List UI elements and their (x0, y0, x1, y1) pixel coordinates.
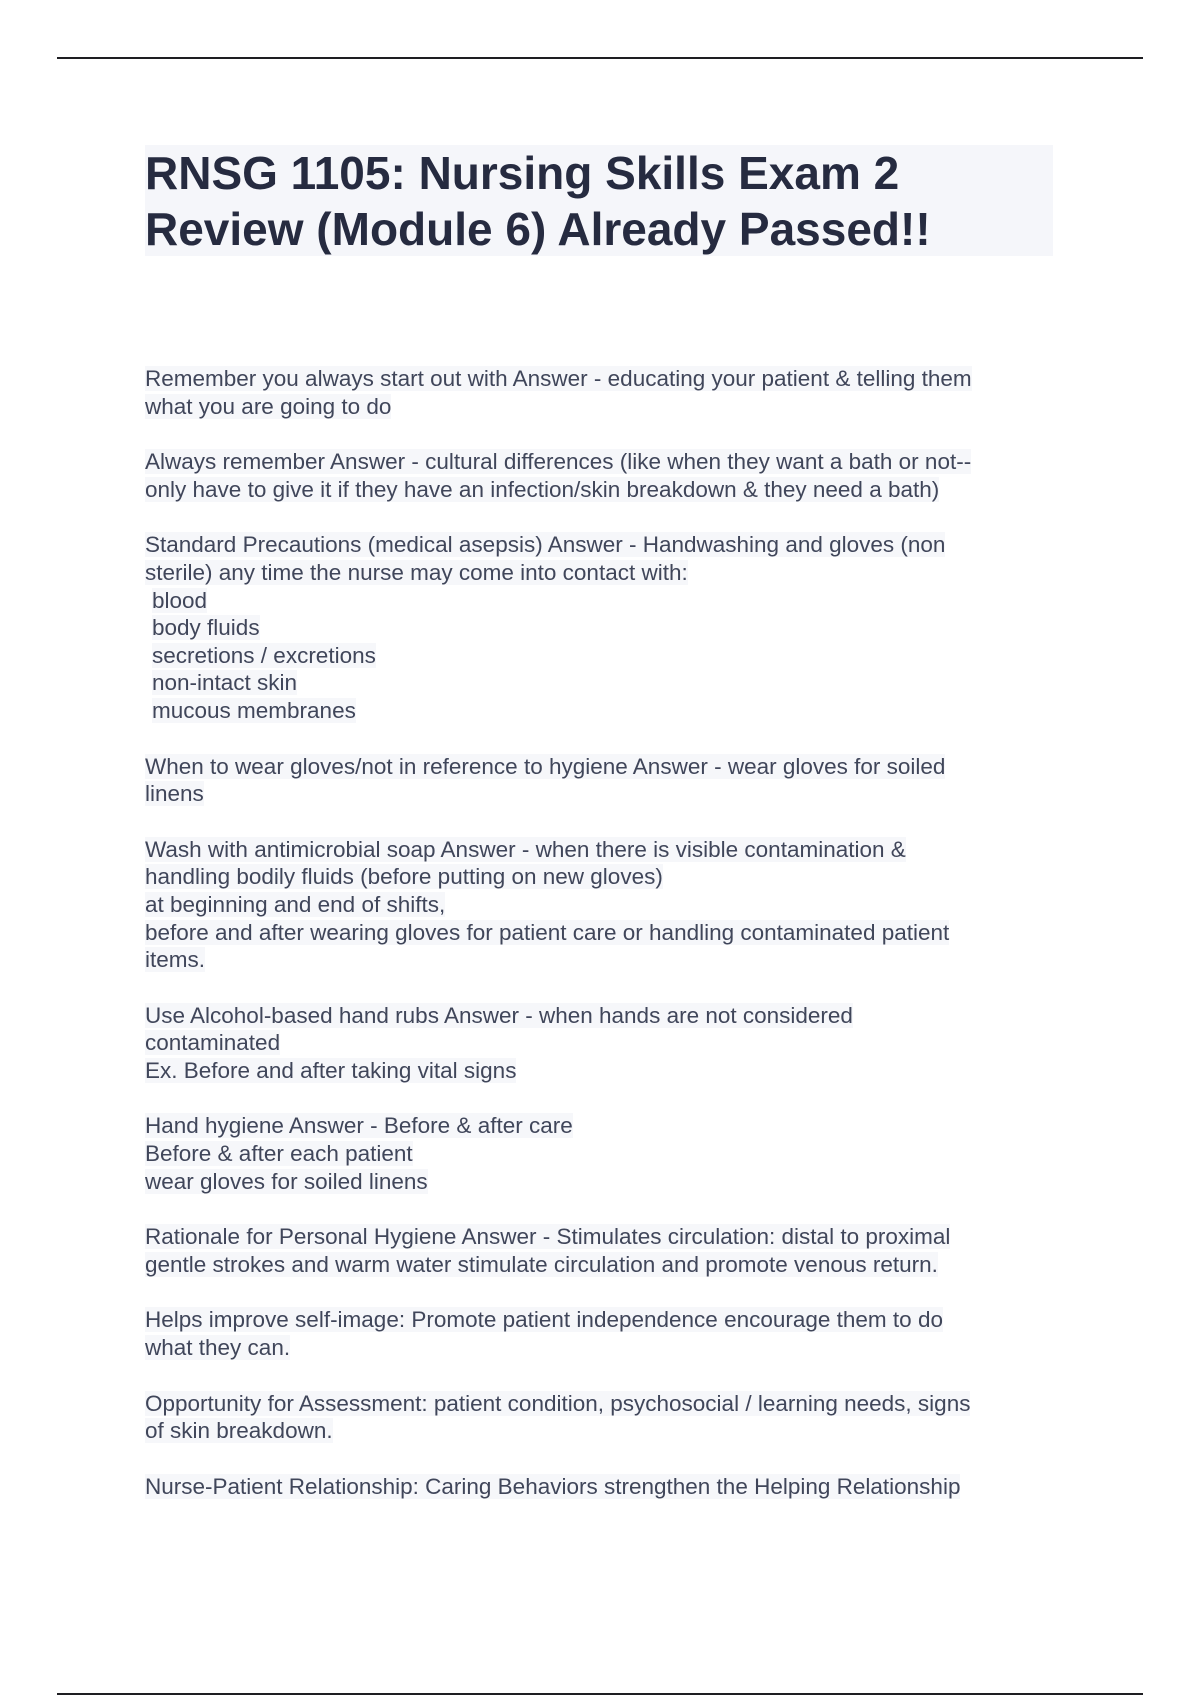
paragraph-line: only have to give it if they have an infection/skin breakdown & they need a bath) (145, 476, 940, 502)
paragraph-line: Helps improve self-image: Promote patient independence encourage them to do (145, 1307, 943, 1333)
paragraph-line: When to wear gloves/not in reference to hygiene Answer - wear gloves for soiled (145, 753, 946, 779)
paragraph-7 (145, 1112, 1075, 1195)
paragraph-line: what you are going to do (145, 393, 392, 419)
paragraph-line: Standard Precautions (medical asepsis) Answer - Handwashing and gloves (non (145, 532, 946, 558)
paragraph-line: Ex. Before and after taking vital signs (145, 1057, 517, 1083)
paragraph-line: Remember you always start out with Answer - educating your patient & telling them (145, 366, 972, 391)
paragraph-1 (145, 365, 1075, 420)
paragraph-line: items. (145, 947, 206, 973)
paragraph-line: gentle strokes and warm water stimulate circulation and promote venous return. (145, 1251, 938, 1277)
paragraph-line: Before & after each patient (145, 1141, 413, 1167)
paragraph-line: at beginning and end of shifts, (145, 891, 446, 917)
paragraph-6 (145, 1002, 1075, 1085)
list-item: body fluids (152, 615, 260, 641)
paragraph-11 (145, 1473, 1075, 1501)
paragraph-line: wear gloves for soiled linens (145, 1168, 428, 1194)
paragraph-10 (145, 1390, 1075, 1445)
paragraph-2 (145, 448, 1075, 503)
paragraph-line: contaminated (145, 1030, 281, 1056)
paragraph-9 (145, 1306, 1075, 1361)
paragraph-line: Use Alcohol-based hand rubs Answer - when hands are not considered (145, 1002, 853, 1028)
paragraph-line: Nurse-Patient Relationship: Caring Behaviors strengthen the Helping Relationship (145, 1473, 961, 1499)
list-item: mucous membranes (152, 697, 356, 723)
list-item: secretions / excretions (152, 642, 376, 668)
paragraph-line: handling bodily fluids (before putting on new gloves) (145, 864, 663, 890)
header-rule (57, 57, 1143, 59)
page-title-line-2: Review (Module 6) Already Passed!! (145, 203, 931, 255)
paragraph-line: of skin breakdown. (145, 1418, 333, 1444)
list-item: non-intact skin (152, 670, 298, 696)
paragraph-3 (145, 531, 1075, 724)
footer-rule (57, 1693, 1143, 1695)
page-title-line-1: RNSG 1105: Nursing Skills Exam 2 (145, 147, 900, 199)
paragraph-4 (145, 753, 1075, 808)
paragraph-line: Opportunity for Assessment: patient condition, psychosocial / learning needs, signs (145, 1390, 971, 1416)
list-item: blood (152, 587, 208, 613)
paragraph-line: Hand hygiene Answer - Before & after care (145, 1113, 573, 1139)
paragraph-line: sterile) any time the nurse may come into contact with: (145, 559, 688, 585)
paragraph-5 (145, 836, 1075, 974)
paragraph-8 (145, 1223, 1075, 1278)
paragraph-line: Wash with antimicrobial soap Answer - when there is visible contamination & (145, 836, 906, 862)
paragraph-line: Always remember Answer - cultural differences (like when they want a bath or not-- (145, 449, 972, 475)
paragraph-line: linens (145, 781, 204, 807)
document-body (145, 365, 1075, 1528)
paragraph-line: Rationale for Personal Hygiene Answer - Stimulates circulation: distal to proximal (145, 1224, 951, 1250)
paragraph-line: before and after wearing gloves for patient care or handling contaminated patient (145, 919, 950, 945)
paragraph-line: what they can. (145, 1335, 291, 1361)
